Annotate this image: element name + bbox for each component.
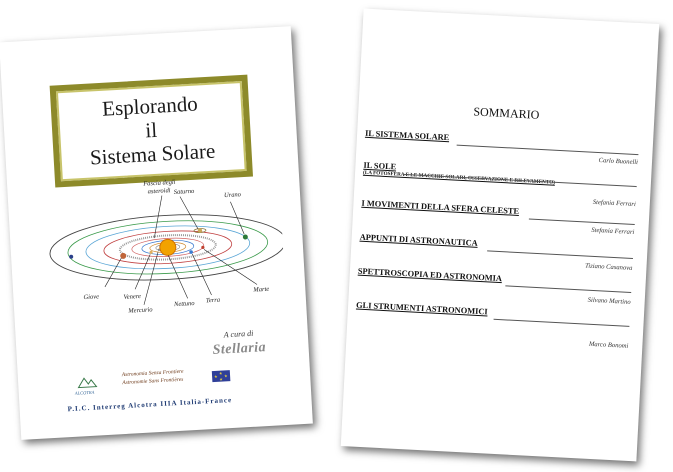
label-mercury: Mercurio <box>128 306 153 315</box>
toc-entry-title: APPUNTI DI ASTRONAUTICA <box>359 232 478 248</box>
label-uranus: Urano <box>223 191 242 200</box>
label-venus: Venere <box>123 292 142 301</box>
label-saturn: Saturno <box>173 187 195 196</box>
title-line-3: Sistema Solare <box>89 138 216 170</box>
toc-entry-title: I MOVIMENTI DELLA SFERA CELESTE <box>361 198 520 216</box>
stellaria-logo: Stellaria <box>212 340 267 359</box>
cover-page <box>0 26 313 440</box>
label-asteroid-belt: Fascia degli <box>143 178 176 188</box>
alcotra-logo <box>76 373 99 388</box>
toc-entry-author: Silvano Martino <box>587 296 631 306</box>
toc-heading: SOMMARIO <box>473 104 540 122</box>
title-frame <box>50 75 253 188</box>
label-asteroid-belt-2: asteroidi <box>147 187 171 196</box>
partner-line-2: Astronomie Sans Frontières <box>122 376 184 387</box>
sun <box>159 239 176 256</box>
toc-entry-author: Stefania Ferrari <box>591 226 635 237</box>
planet-neptune <box>69 255 73 259</box>
title-line-1: Esplorando <box>101 91 199 121</box>
toc-entry-author: Carlo Buonelli <box>598 157 639 167</box>
footer-interreg: P.I.C. Interreg Alcotra IIIA Italia-France <box>67 396 233 414</box>
eu-flag-icon: ★ ★ ★ ★ <box>212 370 231 382</box>
label-earth: Terra <box>205 296 221 305</box>
label-mars: Marte <box>253 285 270 294</box>
label-neptune: Nettuno <box>173 299 195 309</box>
alcotra-small-label: ALCOTRA <box>74 389 95 396</box>
toc-entry-subtitle: (LA FOTOSFERA E LE MACCHIE SOLARI, OSSERVAZIONE E RILEVAMENTO) <box>362 169 556 186</box>
partner-line-1: Astronomia Senza Frontiere <box>121 368 184 379</box>
toc-entry-title: GLI STRUMENTI ASTRONOMICI <box>355 300 488 317</box>
title-line-2: il <box>144 117 158 143</box>
a-cura-di-label: A cura di <box>223 328 254 340</box>
toc-entry-author: Tiziano Casanova <box>584 262 633 272</box>
toc-entry-title: SPETTROSCOPIA ED ASTRONOMIA <box>357 266 503 284</box>
toc-entry-author: Marco Bonomi <box>588 340 629 350</box>
label-jupiter: Giove <box>83 293 100 302</box>
toc-page <box>341 9 660 462</box>
toc-entry-title: IL SOLE <box>363 160 397 172</box>
toc-entry-author: Stefania Ferrari <box>592 198 636 209</box>
toc-entry-title: IL SISTEMA SOLARE <box>364 128 450 143</box>
